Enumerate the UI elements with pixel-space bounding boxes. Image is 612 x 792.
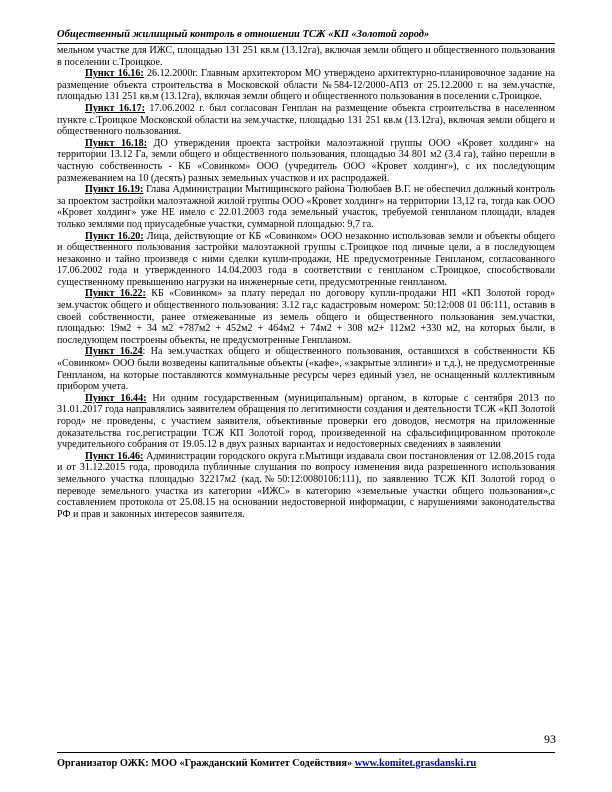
page-footer: [57, 757, 555, 770]
item-heading: Пункт 16.44:: [85, 392, 147, 404]
item-heading: Пункт 16.22:: [85, 288, 146, 300]
document-body: [57, 45, 555, 520]
paragraph-text: 26.12.2000г. Главным архитектором МО утверждено архитектурно-планировочное задание на размещение объекта строительства в Московской области №584-12/2000-АПЗ от 25.12.2000 г. на зем.участке, площадью 131 251 кв.м (13.12га), включая земли общего и общественного пользования в поселении с.Троицкое.: [57, 68, 555, 103]
item-heading: Пункт 16.16:: [85, 68, 144, 80]
item-heading: Пункт 16.24: [85, 346, 143, 358]
paragraph-16-20: [57, 231, 555, 289]
paragraph-16-22: [57, 288, 555, 346]
paragraph-16-24: [57, 346, 555, 392]
paragraph-text: Ни одним государственным (муниципальным) органом, в которые с сентября 2013 по 31.01.2017 года направлялись заявителем обращения по легитимности создания и деятельности ТСЖ «КП Золотой город» не проведены, с участием заявителя, объективные проверки его доводов, несмотря на приложенные доказательства гос.регистрации ТСЖ КП Золотой город, произведенной на сфальсифицированном протоколе учредительного собрания от 19.05.12 в двух разных вариантах и недостоверных сведениях в заявлении: [57, 392, 555, 451]
running-header: Общественный жилищный контроль в отношении ТСЖ «КП «Золотой город»: [57, 29, 430, 40]
paragraph-16-44: [57, 393, 555, 451]
page-number: 93: [544, 732, 556, 746]
paragraph-text: Администрации городского округа г.Мытищи издавала свои постановления от 12.08.2015 года и от 31.12.2015 года, проводила публичные слушания по вопросу изменения вида разрешенного использования земельного участка площадью 32217м2 (кад.№50:12:0080106:111), по заявлению ТСЖ КП Золотой город о переводе земельного участка из категории «ИЖС» в категорию «земельные участки общего пользования»,с составлением протокола от 25.08.15 на основании недостоверной информации, с нарушениями законодательства РФ и прав и законных интересов заявителя.: [57, 450, 555, 520]
paragraph-text: Глава Администрации Мытищинского района Тюлюбаев В.Г. не обеспечил должный контроль за проектом застройки малоэтажной жилой группы ООО «Кровет холдинг» на территории 13,12 га, тогда как ООО «Кровет холдинг» уже НЕ имело с 22.01.2003 года земельный участок, требуемой генпланом площади, владея только землями под приусадебные участки, суммарной площадью: 9,7 га.: [57, 184, 555, 230]
paragraph-text: КБ «Совинком» за плату передал по договору купли-продажи НП «КП Золотой город» зем.участок общего и общественного пользования: 3.12 га,с кадастровым номером: 50:12:008 01 06:111, оставив в своей собственности, ранее отмежеванные из земель общего и общественного пользования зем.участки, площадью: 19м2 + 34 м2 +787м2 + 452м2 + 464м2 + 74м2 + 308 м2+ 112м2 +330 м2, на которых были, в последующем построены объекты, не предусмотренные Генпланом.: [57, 288, 555, 346]
item-heading: Пункт 16.46:: [85, 450, 144, 462]
item-heading: Пункт 16.19:: [85, 184, 144, 196]
item-heading: Пункт 16.18:: [85, 137, 148, 149]
paragraph-16-17: [57, 103, 555, 138]
paragraph-text: мельном участке для ИЖС, площадью 131 251 кв.м (13.12га), включая земли общего и общественного пользования в поселении с.Троицкое.: [57, 45, 555, 68]
paragraph-text: 17.06.2002 г. был согласован Генплан на размещение объекта строительства в населенном пункте с.Троицкое Московской области на зем.участке, площадью 131 251 кв.м (13.12га), включая земли общего и общественного пользования.: [57, 102, 555, 138]
header-divider: [57, 43, 555, 44]
paragraph-16-19: [57, 184, 555, 230]
paragraph-text: : На зем.участках общего и общественного пользования, оставшихся в собственности КБ «Совинком» ООО были возведены капитальные объекты («кафе», «закрытые эллинги» и т.д.), не предусмотренные Генпланом, на которые поставляются коммунальные ресурсы через единый узел, не оснащенный коллективным прибором учета.: [57, 346, 555, 393]
footer-organizer-text: Организатор ОЖК: МОО «Гражданский Комитет Содействия»: [57, 758, 353, 769]
paragraph-16-16: [57, 68, 555, 103]
footer-divider: [57, 752, 555, 753]
item-heading: Пункт 16.17:: [85, 102, 145, 114]
paragraph-continuation: [57, 45, 555, 68]
paragraph-text: ДО утверждения проекта застройки малоэтажной группы ООО «Кровет холдинг» на территории 13.12 Га, земли общего и общественного пользования, площадью 34 801 м2 (3.4 га), тайно перешли в частную собственность - КБ «Совинком» ООО (учредитель ООО «Кровет холдинг»), с их последующим размежеванием на 10 (десять) разных земельных участков и их распродажей.: [57, 137, 555, 184]
paragraph-16-18: [57, 138, 555, 184]
paragraph-text: Лица, действующие от КБ «Совинком» ООО незаконно использовав земли и объекты общего и общественного пользования застройки малоэтажной группы с.Троицкое под личные цели, а в последующем незаконно и тайно произведя с ними сделки купли-продажи, НЕ предусмотренные Генпланом, согласованного 17.06.2002 года и утвержденного 14.04.2003 года в соответствии с генпланом с.Троицкое, способствовали существенному превышению нагрузки на инженерные сети, предусмотренные генпланом.: [57, 230, 555, 288]
item-heading: Пункт 16.20:: [85, 230, 144, 242]
paragraph-16-46: [57, 451, 555, 521]
footer-website-link[interactable]: www.komitet.grasdanski.ru: [354, 758, 477, 769]
